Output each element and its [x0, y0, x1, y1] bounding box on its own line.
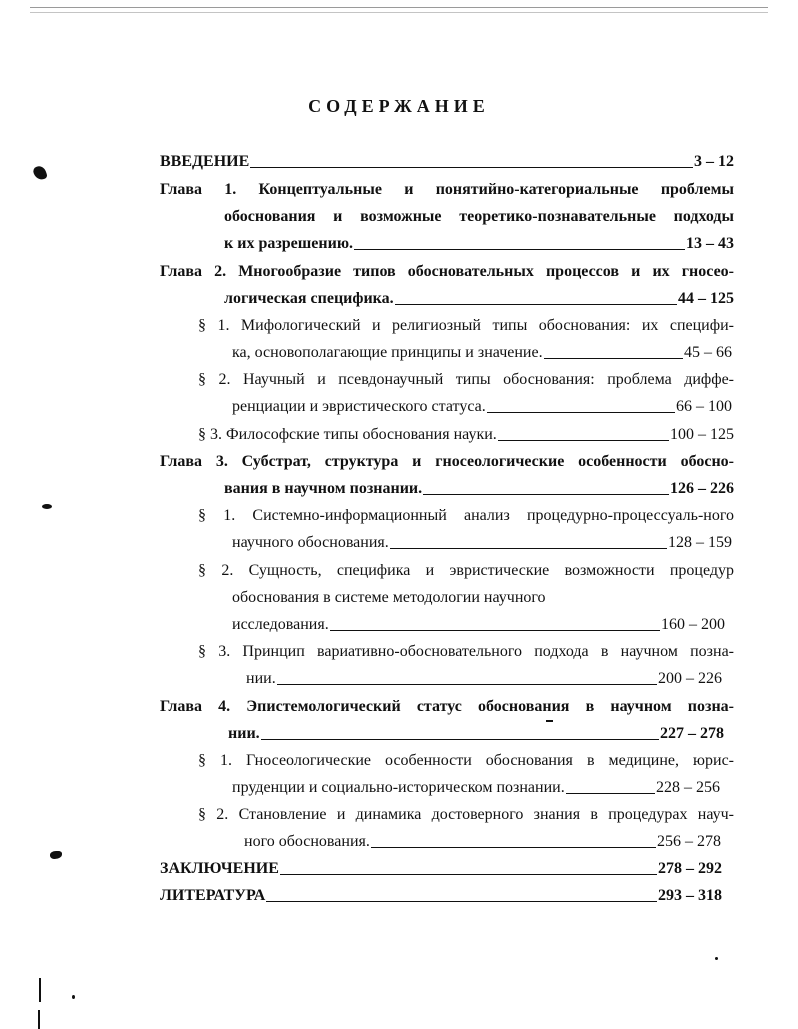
- toc-entry-intro[interactable]: [160, 152, 734, 172]
- toc-section-2-3[interactable]: [198, 425, 734, 445]
- toc-section-3-1-line2[interactable]: [232, 533, 732, 553]
- toc-entry-conclusion[interactable]: [160, 859, 722, 879]
- toc-section-4-1-line2[interactable]: [232, 778, 720, 798]
- page-title: СОДЕРЖАНИЕ: [308, 96, 490, 116]
- toc-label: логическая специфика.: [224, 290, 394, 307]
- scan-top-rule: [30, 7, 768, 8]
- toc-pages: 128 – 159: [668, 534, 732, 551]
- toc-label: ЛИТЕРАТУРА: [160, 887, 266, 904]
- toc-pages: 227 – 278: [660, 725, 724, 742]
- toc-section-4-1-line1[interactable]: § 1. Гносеологические особенности обоснования в медицине, юрис-: [198, 752, 734, 769]
- toc-label: ЗАКЛЮЧЕНИЕ: [160, 860, 279, 877]
- toc-leader-line: [330, 630, 660, 631]
- toc-pages: 45 – 66: [684, 344, 732, 361]
- scan-artifact-speck: [546, 720, 553, 722]
- scan-artifact-mark: [32, 164, 48, 181]
- toc-leader-line: [487, 412, 675, 413]
- toc-pages: 256 – 278: [657, 833, 721, 850]
- toc-label: нии.: [246, 670, 276, 687]
- toc-pages: 100 – 125: [670, 426, 734, 443]
- toc-section-2-2-line1[interactable]: § 2. Научный и псевдонаучный типы обоснования: проблема диффе-: [198, 371, 734, 388]
- toc-chapter-1-line1[interactable]: Глава 1. Концептуальные и понятийно-категориальные проблемы: [160, 181, 734, 198]
- toc-leader-line: [261, 739, 659, 740]
- toc-leader-line: [280, 874, 657, 875]
- toc-chapter-3-line2[interactable]: [224, 479, 734, 499]
- toc-pages: 44 – 125: [678, 290, 734, 307]
- toc-label: ного обоснования.: [244, 833, 370, 850]
- toc-entry-literature[interactable]: [160, 886, 722, 906]
- toc-label: нии.: [228, 725, 260, 742]
- toc-pages: 200 – 226: [658, 670, 722, 687]
- toc-chapter-1-line3[interactable]: [224, 234, 734, 254]
- toc-section-3-2-line1[interactable]: § 2. Сущность, специфика и эвристические возможности процедур: [198, 562, 734, 579]
- toc-section-2-2-line2[interactable]: [232, 397, 732, 417]
- toc-chapter-3-line1[interactable]: Глава 3. Субстрат, структура и гносеологические особенности обосно-: [160, 453, 734, 470]
- toc-label: § 3. Философские типы обоснования науки.: [198, 426, 497, 443]
- toc-leader-line: [423, 494, 669, 495]
- toc-label: к их разрешению.: [224, 235, 354, 252]
- scan-artifact-speck: [72, 995, 75, 999]
- scan-artifact-line: [39, 978, 41, 1002]
- toc-pages: 13 – 43: [686, 235, 734, 252]
- toc-leader-line: [354, 249, 685, 250]
- toc-chapter-2-line1[interactable]: Глава 2. Многообразие типов обосновательных процессов и их гносео-: [160, 263, 734, 280]
- scan-artifact-mark: [50, 851, 62, 859]
- toc-section-3-2-line2[interactable]: обоснования в системе методологии научного: [232, 589, 546, 606]
- toc-leader-line: [266, 901, 657, 902]
- toc-label: ВВЕДЕНИЕ: [160, 153, 250, 170]
- scan-artifact-speck: [715, 957, 718, 960]
- toc-leader-line: [371, 847, 656, 848]
- toc-pages: 66 – 100: [676, 398, 732, 415]
- toc-pages: 293 – 318: [658, 887, 722, 904]
- toc-section-3-1-line1[interactable]: § 1. Системно-информационный анализ процедурно-процессуаль-ного: [198, 507, 734, 524]
- scan-top-rule-faint: [30, 12, 768, 13]
- toc-chapter-4-line1[interactable]: Глава 4. Эпистемологический статус обоснования в научном позна-: [160, 698, 734, 715]
- toc-section-2-1-line2[interactable]: [232, 343, 732, 363]
- toc-chapter-1-line2[interactable]: обоснования и возможные теоретико-познавательные подходы: [224, 208, 734, 225]
- toc-pages: 228 – 256: [656, 779, 720, 796]
- toc-pages: 160 – 200: [661, 616, 725, 633]
- toc-leader-line: [250, 167, 693, 168]
- toc-chapter-4-line2[interactable]: [228, 724, 724, 744]
- toc-section-3-2-line3[interactable]: [232, 615, 725, 635]
- scan-artifact-line: [38, 1010, 40, 1029]
- toc-section-4-2-line1[interactable]: § 2. Становление и динамика достоверного знания в процедурах науч-: [198, 806, 734, 823]
- toc-leader-line: [395, 304, 677, 305]
- toc-section-3-3-line2[interactable]: [246, 669, 722, 689]
- toc-leader-line: [566, 793, 655, 794]
- toc-label: ренциации и эвристического статуса.: [232, 398, 486, 415]
- toc-leader-line: [390, 548, 667, 549]
- toc-leader-line: [498, 440, 669, 441]
- toc-leader-line: [277, 684, 657, 685]
- toc-pages: 3 – 12: [694, 153, 734, 170]
- toc-chapter-2-line2[interactable]: [224, 289, 734, 309]
- toc-label: научного обоснования.: [232, 534, 389, 551]
- toc-label: пруденции и социально-историческом познании.: [232, 779, 565, 796]
- scan-artifact-mark: [42, 504, 52, 509]
- toc-pages: 126 – 226: [670, 480, 734, 497]
- toc-section-3-3-line1[interactable]: § 3. Принцип вариативно-обосновательного подхода в научном позна-: [198, 643, 734, 660]
- toc-label: ка, основополагающие принципы и значение.: [232, 344, 543, 361]
- toc-section-4-2-line2[interactable]: [244, 832, 721, 852]
- toc-section-2-1-line1[interactable]: § 1. Мифологический и религиозный типы обоснования: их специфи-: [198, 317, 734, 334]
- toc-label: исследования.: [232, 616, 329, 633]
- toc-leader-line: [544, 358, 683, 359]
- toc-pages: 278 – 292: [658, 860, 722, 877]
- toc-label: вания в научном познании.: [224, 480, 423, 497]
